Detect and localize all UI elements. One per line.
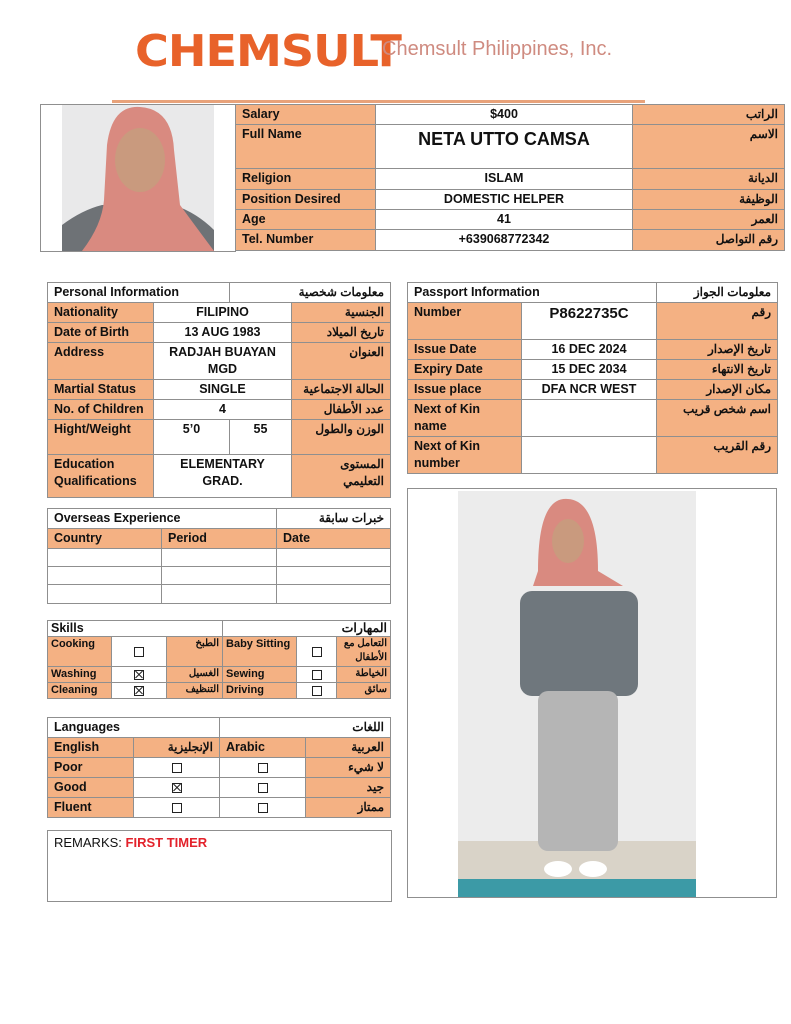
salary-value: $400 <box>376 105 633 125</box>
table-row <box>48 567 391 585</box>
sewing-checkbox[interactable] <box>312 670 322 680</box>
divider <box>112 100 645 103</box>
cleaning-checkbox[interactable] <box>134 686 144 696</box>
section-title: Languages <box>48 718 220 738</box>
arabic-poor-checkbox[interactable] <box>258 763 268 773</box>
driving-checkbox[interactable] <box>312 686 322 696</box>
passport-info-table: Passport Information معلومات الجواز Number P8622735C رقم Issue Date 16 DEC 2024 تاريخ الإصدار Expiry Date 15 DEC 2034 تاريخ الانتهاء Issue place DFA NCR WEST مكان الإصدار Next of Kin name اسم شخص قريب Next of Kin number رقم القريب <box>407 282 778 474</box>
table-row <box>48 549 391 567</box>
profile-table: Salary $400 الراتب Full Name NETA UTTO CAMSA الاسم Religion ISLAM الديانة Position Desired DOMESTIC HELPER الوظيفة Age 41 العمر Tel. Number +639068772342 رقم التواصل <box>235 104 785 251</box>
languages-table: Languages اللغات English الإنجليزية Arabic العربية Poor لا شيء Good جيد Fluent ممتاز <box>47 717 391 818</box>
section-title: Personal Information <box>48 283 230 303</box>
full-body-photo-frame <box>407 488 777 898</box>
company-logo: CHEMSULT <box>135 26 401 77</box>
company-name: Chemsult Philippines, Inc. <box>382 38 613 60</box>
section-title: Overseas Experience <box>48 509 277 529</box>
passport-number: P8622735C <box>522 303 657 340</box>
portrait-frame <box>40 104 236 252</box>
remarks-box <box>47 830 392 902</box>
table-row <box>48 585 391 604</box>
full-body-photo <box>458 491 696 897</box>
english-good-checkbox[interactable] <box>172 783 182 793</box>
baby-sitting-checkbox[interactable] <box>312 647 322 657</box>
personal-info-table: Personal Information معلومات شخصية Nationality FILIPINO الجنسية Date of Birth 13 AUG 1983 تاريخ الميلاد Address RADJAH BUAYAN MGD العنوان Martial Status SINGLE الحالة الاجتماعية No. of Children 4 عدد الأطفال Hight/Weight 5’0 55 الوزن والطول Education Qualifications ELEMENTARY GRAD. المستوى التعليمي <box>47 282 391 498</box>
overseas-experience-table: Overseas Experience خبرات سابقة Country Period Date <box>47 508 391 604</box>
section-title: Skills <box>48 621 223 637</box>
washing-checkbox[interactable] <box>134 670 144 680</box>
cooking-checkbox[interactable] <box>134 647 144 657</box>
arabic-good-checkbox[interactable] <box>258 783 268 793</box>
section-title: Passport Information <box>408 283 657 303</box>
full-name-value: NETA UTTO CAMSA <box>376 125 633 169</box>
english-fluent-checkbox[interactable] <box>172 803 182 813</box>
remarks-label: REMARKS: <box>54 835 122 850</box>
arabic-fluent-checkbox[interactable] <box>258 803 268 813</box>
portrait-photo <box>62 105 214 251</box>
remarks-value: FIRST TIMER <box>125 835 208 850</box>
skills-table: Skills المهارات Cooking الطبخ Baby Sitting التعامل مع الأطفال Washing الغسيل Sewing الخياطة Cleaning التنظيف Driving سائق <box>47 620 391 699</box>
english-poor-checkbox[interactable] <box>172 763 182 773</box>
